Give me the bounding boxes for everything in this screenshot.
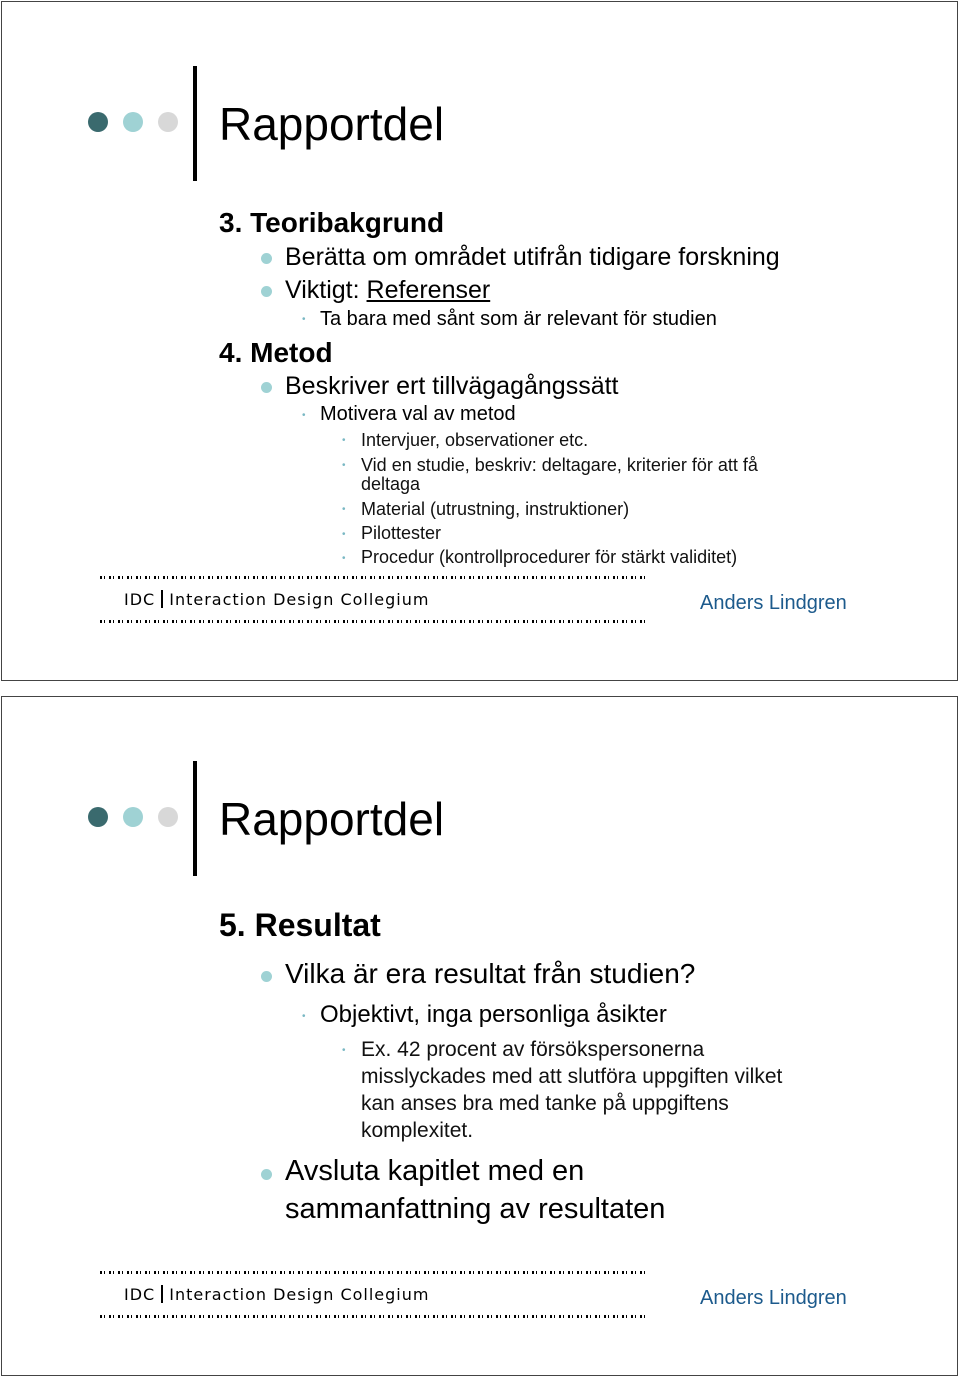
idc-label: IDC: [124, 590, 156, 609]
footer-dotted-line: [100, 620, 645, 623]
slide-1: [1, 1, 958, 681]
org-name: Interaction Design Collegium: [169, 1285, 430, 1304]
title-divider: [193, 761, 197, 876]
bullet-tillvagagangssatt: Beskriver ert tillvägagångssätt: [285, 372, 619, 400]
slide-footer: [100, 576, 860, 636]
dot-grey: [158, 807, 178, 827]
sub-bullet-objektivt: Objektivt, inga personliga åsikter: [320, 1001, 667, 1028]
item-material: Material (utrustning, instruktioner): [361, 499, 630, 519]
sub-bullet-icon: •: [302, 314, 306, 325]
bullet-icon: [261, 253, 272, 264]
example-line2: misslyckades med att slutföra uppgiften vilket: [361, 1065, 783, 1088]
example-line4: komplexitet.: [361, 1119, 474, 1142]
example-line1: Ex. 42 procent av försökspersonerna: [361, 1038, 705, 1061]
dot-light: [123, 807, 143, 827]
footer-dotted-line: [100, 576, 645, 579]
bullet-icon: [261, 382, 272, 393]
dot-dark: [88, 112, 108, 132]
logo-separator: [161, 1285, 163, 1303]
idc-label: IDC: [124, 1285, 156, 1304]
dot-dark: [88, 807, 108, 827]
title-divider: [193, 66, 197, 181]
heading-resultat: 5. Resultat: [219, 907, 381, 943]
viktigt-label: Viktigt:: [285, 276, 367, 304]
heading-metod: 4. Metod: [219, 337, 333, 368]
item-procedur: Procedur (kontrollprocedurer för stärkt validitet): [361, 547, 738, 567]
footer-logo: [124, 590, 429, 609]
bullet-icon: [261, 1169, 272, 1180]
bullet-forskning: Berätta om området utifrån tidigare forskning: [285, 243, 780, 271]
bullet-icon: [261, 971, 272, 982]
sub-bullet-relevant: Ta bara med sånt som är relevant för studien: [320, 308, 717, 330]
footer-logo: [124, 1285, 429, 1304]
bullet-viktigt: [285, 276, 490, 305]
sub-sub-bullet-icon: •: [342, 504, 346, 515]
referenser-link[interactable]: Referenser: [366, 276, 491, 304]
sub-sub-bullet-icon: •: [342, 553, 346, 564]
slide-title: Rapportdel: [219, 98, 445, 150]
sub-sub-bullet-icon: •: [342, 1045, 346, 1056]
slide-dots-decoration: [88, 112, 188, 136]
sub-bullet-motivera: Motivera val av metod: [320, 403, 516, 425]
footer-dotted-line: [100, 1271, 645, 1274]
heading-teoribakgrund: 3. Teoribakgrund: [219, 207, 445, 238]
item-pilottester: Pilottester: [361, 523, 442, 543]
slide-dots-decoration: [88, 807, 188, 831]
org-name: Interaction Design Collegium: [169, 590, 430, 609]
author-name: Anders Lindgren: [700, 1287, 847, 1309]
sub-sub-bullet-icon: •: [342, 435, 346, 446]
footer-dotted-line: [100, 1315, 645, 1318]
sub-sub-bullet-icon: •: [342, 529, 346, 540]
item-studie-line1: Vid en studie, beskriv: deltagare, kriterier för att få: [361, 455, 758, 475]
item-intervjuer: Intervjuer, observationer etc.: [361, 430, 589, 450]
example-line3: kan anses bra med tanke på uppgiftens: [361, 1092, 729, 1115]
bullet-icon: [261, 286, 272, 297]
slide-title: Rapportdel: [219, 793, 445, 845]
slide-2: [1, 696, 958, 1376]
sub-sub-bullet-icon: •: [342, 460, 346, 471]
bullet-resultat: Vilka är era resultat från studien?: [285, 958, 696, 989]
sub-bullet-icon: •: [302, 1011, 306, 1022]
dot-light: [123, 112, 143, 132]
bullet-sammanfattning-line1: Avsluta kapitlet med en: [285, 1155, 585, 1187]
bullet-sammanfattning-line2: sammanfattning av resultaten: [285, 1193, 666, 1225]
author-name: Anders Lindgren: [700, 592, 847, 614]
dot-grey: [158, 112, 178, 132]
sub-bullet-icon: •: [302, 410, 306, 421]
logo-separator: [161, 590, 163, 608]
item-studie-line2: deltaga: [361, 474, 421, 494]
slide-footer: [100, 1271, 860, 1331]
